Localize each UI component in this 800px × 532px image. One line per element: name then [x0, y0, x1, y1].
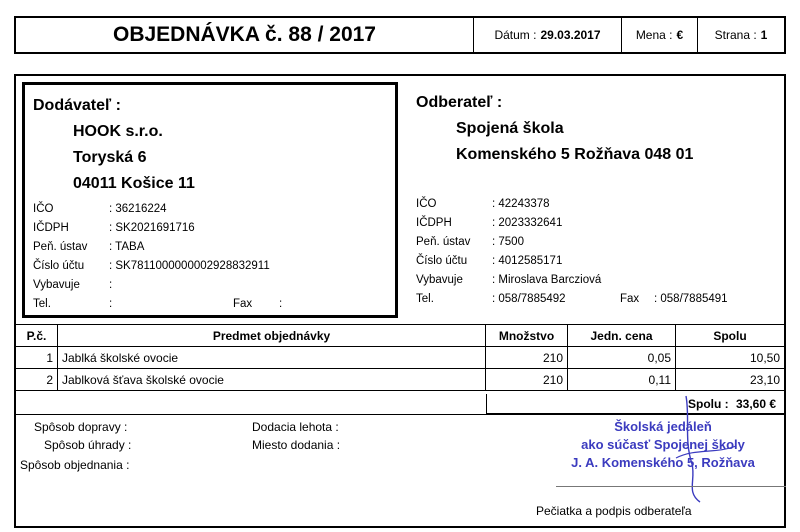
supplier-handler-label: Vybavuje [33, 279, 80, 291]
transport-label: Spôsob dopravy : [34, 420, 128, 434]
table-header-row [16, 325, 784, 347]
payment-label: Spôsob úhrady : [44, 438, 132, 452]
supplier-account-label: Číslo účtu [33, 260, 85, 272]
supplier-tel-value: : [109, 298, 113, 310]
stamp-line-1: Školská jedáleň [614, 419, 712, 434]
supplier-icdph-label: IČDPH [33, 222, 69, 234]
page-label: Strana : [714, 28, 757, 42]
customer-ico-value: : 42243378 [492, 198, 550, 210]
supplier-name: HOOK s.r.o. [73, 123, 163, 140]
ordering-label: Spôsob objednania : [20, 458, 130, 472]
col-total-header: Spolu [713, 328, 747, 343]
row-total: 10,50 [749, 350, 780, 365]
total-label: Spolu : [688, 397, 729, 411]
customer-tel-label: Tel. [416, 293, 434, 305]
row-no: 1 [16, 347, 58, 368]
supplier-fax-value: : [279, 298, 283, 310]
row-qty: 210 [486, 347, 568, 368]
order-body [14, 74, 786, 528]
date-label: Dátum : [494, 28, 537, 42]
customer-handler-label: Vybavuje [416, 274, 463, 286]
order-title: OBJEDNÁVKA č. 88 / 2017 [16, 18, 474, 52]
supplier-ico-label: IČO [33, 203, 54, 215]
customer-tel-value: : 058/7885492 [492, 293, 566, 305]
customer-icdph-label: IČDPH [416, 217, 452, 229]
total-value: 33,60 € [736, 397, 777, 411]
supplier-account-value: : SK7811000000002928832911 [109, 260, 270, 272]
page-cell [698, 18, 784, 52]
table-row [16, 347, 784, 369]
customer-address: Komenského 5 Rožňava 048 01 [456, 146, 694, 163]
customer-bank-value: : 7500 [492, 236, 524, 248]
customer-heading: Odberateľ : [416, 94, 503, 111]
signature-line [556, 486, 786, 487]
customer-handler-value: : Miroslava Barcziová [492, 274, 602, 286]
customer-fax-label: Fax [620, 293, 640, 305]
supplier-bank-value: : TABA [109, 241, 145, 253]
date-cell [474, 18, 622, 52]
delivery-place-label: Miesto dodania : [252, 438, 341, 452]
row-total: 23,10 [749, 372, 780, 387]
col-qty-header: Množstvo [486, 325, 568, 346]
customer-account-label: Číslo účtu [416, 255, 468, 267]
supplier-street: Toryská 6 [73, 149, 147, 166]
currency-value: € [676, 28, 684, 42]
date-value: 29.03.2017 [540, 28, 601, 42]
col-price-header: Jedn. cena [568, 325, 676, 346]
row-item: Jablká školské ovocie [58, 347, 486, 368]
customer-ico-label: IČO [416, 198, 437, 210]
customer-account-value: : 4012585171 [492, 255, 563, 267]
customer-name: Spojená škola [456, 120, 564, 137]
supplier-box [22, 82, 398, 318]
supplier-fax-label: Fax [233, 298, 253, 310]
currency-cell [622, 18, 698, 52]
currency-label: Mena : [635, 28, 673, 42]
stamp-line-3: J. A. Komenského 5, Rožňava [571, 455, 755, 470]
customer-bank-label: Peň. ústav [416, 236, 471, 248]
row-no: 2 [16, 369, 58, 390]
row-qty: 210 [486, 369, 568, 390]
supplier-city: 04011 Košice 11 [73, 175, 195, 192]
supplier-bank-label: Peň. ústav [33, 241, 88, 253]
stamp-line-2: ako súčasť Spojenej školy [581, 437, 745, 452]
customer-icdph-value: : 2023332641 [492, 217, 563, 229]
supplier-icdph-value: : SK2021691716 [109, 222, 195, 234]
items-table [16, 324, 784, 394]
row-item: Jablková šťava školské ovocie [58, 369, 486, 390]
row-price: 0,05 [568, 347, 676, 368]
page-value: 1 [760, 28, 768, 42]
supplier-handler-value: : [109, 279, 113, 291]
row-price: 0,11 [568, 369, 676, 390]
supplier-heading: Dodávateľ : [33, 97, 121, 114]
customer-fax-value: : 058/7885491 [654, 293, 728, 305]
order-header [14, 16, 786, 54]
signature-label: Pečiatka a podpis odberateľa [536, 504, 692, 518]
signature [656, 388, 756, 508]
supplier-tel-label: Tel. [33, 298, 51, 310]
col-item-header: Predmet objednávky [58, 325, 486, 346]
customer-box [402, 76, 784, 324]
col-no-header: P.č. [16, 325, 58, 346]
supplier-ico-value: : 36216224 [109, 203, 167, 215]
delivery-time-label: Dodacia lehota : [252, 420, 339, 434]
